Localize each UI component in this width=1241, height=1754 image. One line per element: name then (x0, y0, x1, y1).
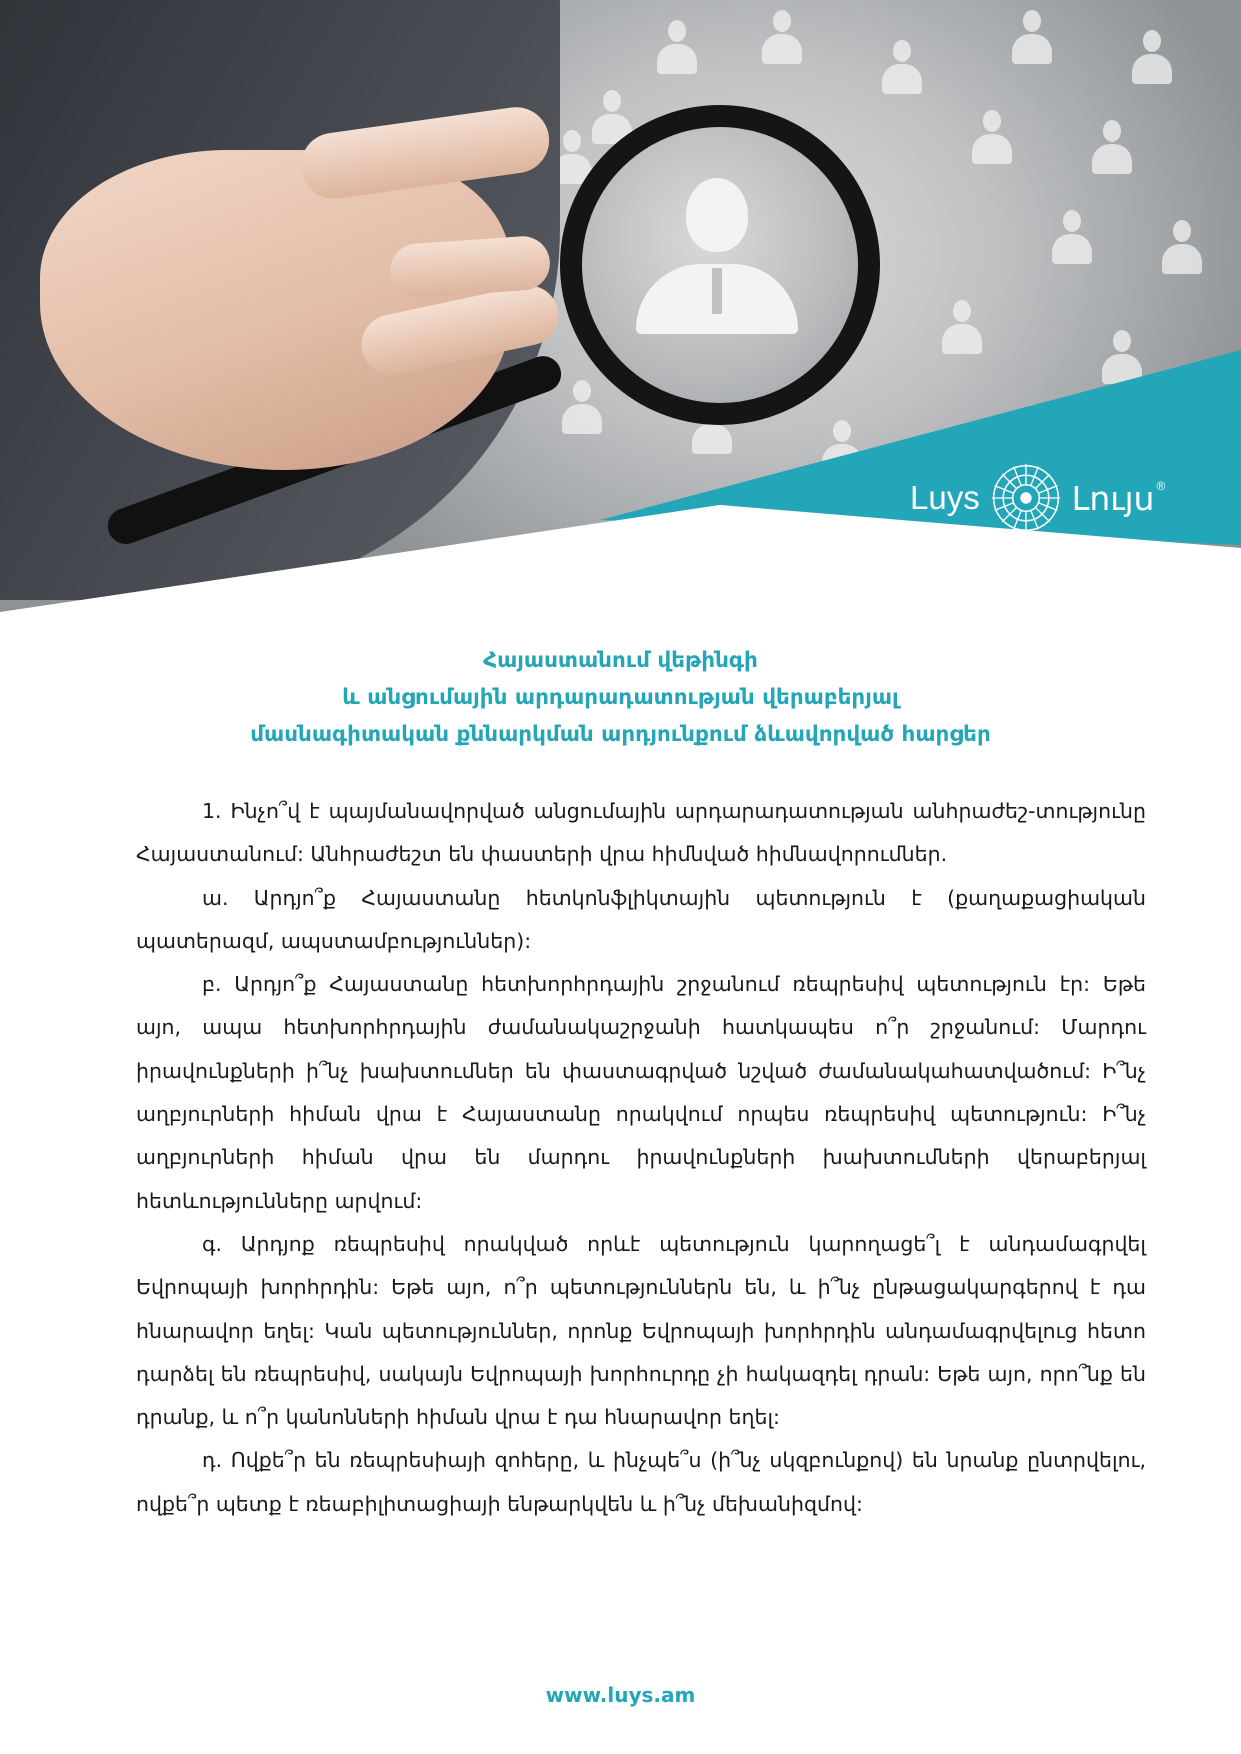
title-line-3: մասնագիտական քննարկման արդյունքում ձևավորված հարցեր (250, 722, 991, 747)
document-body (136, 790, 1146, 1526)
title-line-2: և անցումային արդարադատության վերաբերյալ (342, 685, 899, 710)
luys-logo (910, 460, 1165, 536)
footer-url[interactable]: www.luys.am (545, 1683, 696, 1707)
document-title (0, 642, 1241, 753)
paragraph-question-1d: դ. Ովքե՞ր են ռեպրեսիայի զոհերը, և ինչպե՞ս (ի՞նչ սկզբունքով) են նրանք ընտրվելու, ովքե՞ր պետք է ռեաբիլիտացիայի ենթարկվեն և ի՞նչ մեխանիզմով: (136, 1448, 1146, 1516)
hero-image (0, 0, 1241, 620)
logo-text-armenian: Լույս ® (1071, 478, 1166, 517)
logo-text-latin: Luys (910, 479, 980, 516)
paragraph-question-1a: ա. Արդյո՞ք Հայաստանը հետկոնֆլիկտային պետություն է (քաղաքացիական պատերազմ, ապստամբություններ): (136, 885, 1146, 953)
sun-ornament-icon (988, 460, 1064, 536)
paragraph-question-1: 1. Ինչո՞վ է պայմանավորված անցումային արդարադատության անհրաժեշ-տությունը Հայաստանում: Անհրաժեշտ են փաստերի վրա հիմնված հիմնավորումներ. (136, 799, 1146, 867)
title-line-1: Հայաստանում վեթինգի (483, 648, 758, 673)
paragraph-question-1c: գ. Արդյոք ռեպրեսիվ որակված որևէ պետություն կարողացե՞լ է անդամագրվել Եվրոպայի խորհրդին: Եթե այո, ո՞ր պետություններն են, և ի՞նչ ընթացակարգերով է դա հնարավոր եղել: Կան պետություններ, որոնք Եվրոպայի խորհրդին անդամագրվելուց հետո դարձել են ռեպրեսիվ, սակայն Եվրոպայի խորհուրդը չի հակազդել դրան: Եթե այո, որո՞նք են դրանք, և ո՞ր կանոնների հիման վրա է դա հնարավոր եղել: (136, 1231, 1146, 1430)
paragraph-question-1b: բ. Արդյո՞ք Հայաստանը հետխորհրդային շրջանում ռեպրեսիվ պետություն էր: Եթե այո, ապա հետխորհրդային ժամանակաշրջանի հատկապես ո՞ր շրջանում: Մարդու իրավունքների ի՞նչ խախտումներ են փաստագրված նշված ժամանակահատվածում: Ի՞նչ աղբյուրների հիման վրա է Հայաստանը որակվում որպես ռեպրեսիվ պետություն: Ի՞նչ աղբյուրների հիման վրա են մարդու իրավունքների խախտումների վերաբերյալ հետևությունները արվում: (136, 972, 1146, 1213)
